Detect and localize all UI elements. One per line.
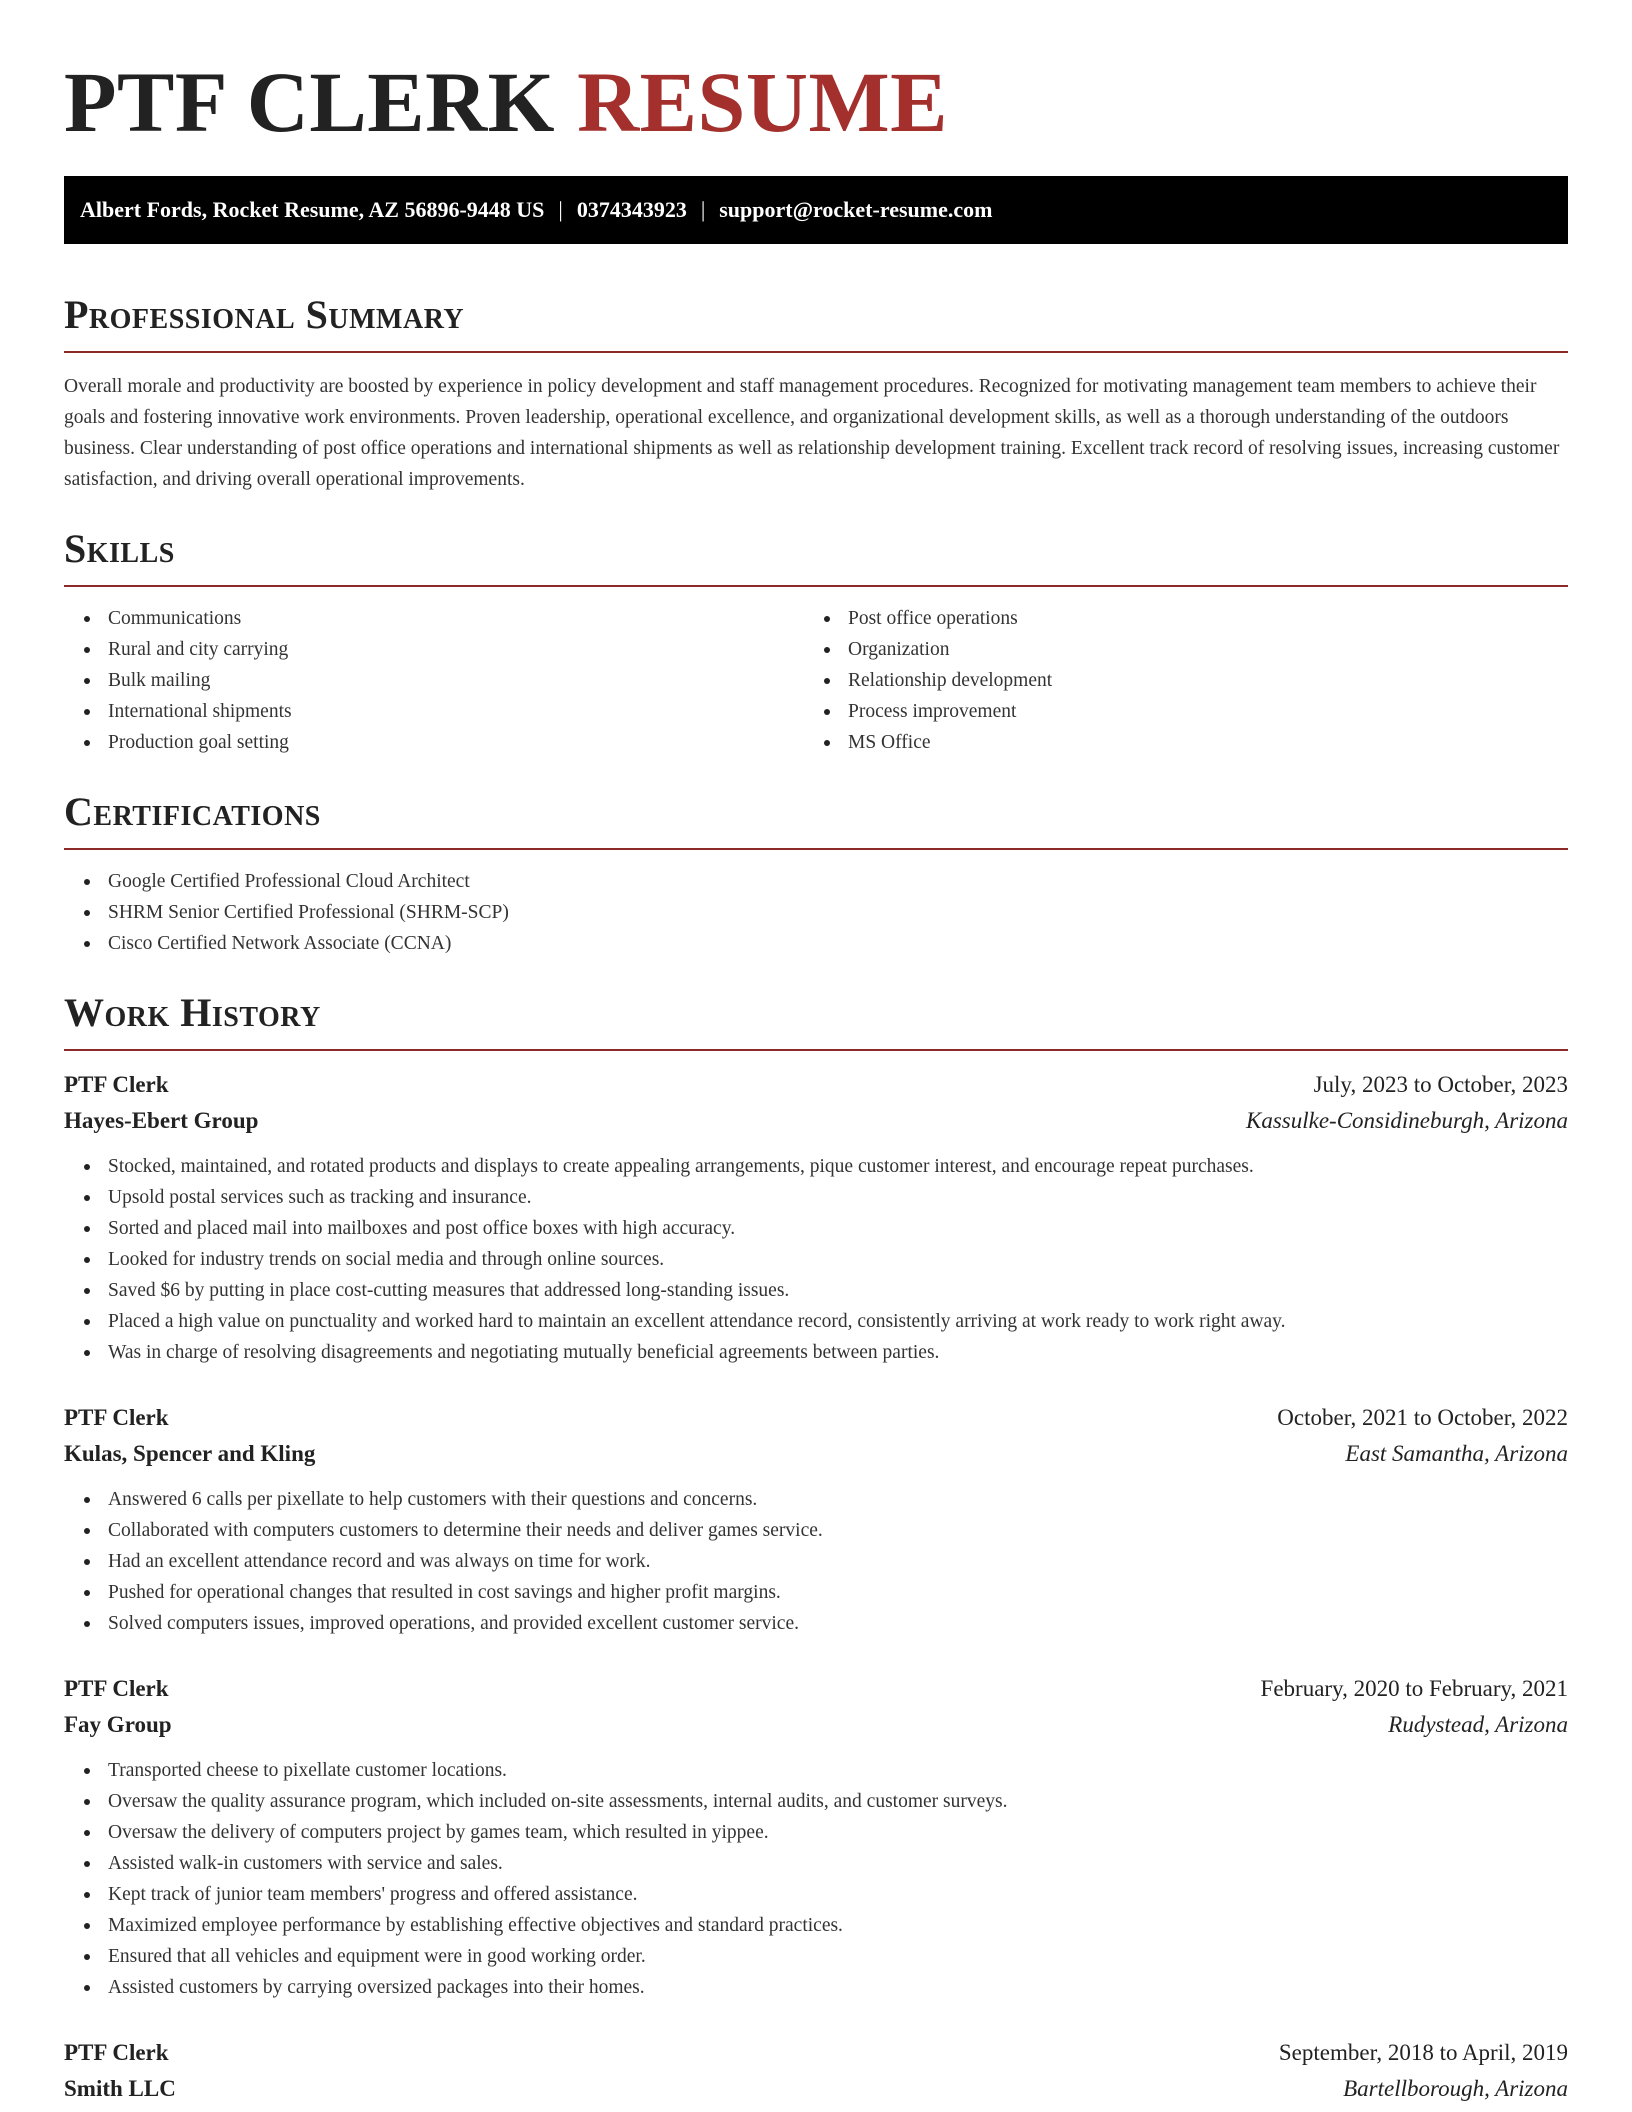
job-entry xyxy=(64,1400,1568,1639)
contact-separator: | xyxy=(700,197,706,222)
job-subheader xyxy=(64,1436,1568,1472)
certification-item: Cisco Certified Network Associate (CCNA) xyxy=(108,928,1568,959)
job-bullet: Was in charge of resolving disagreements and negotiating mutually beneficial agreements between parties. xyxy=(108,1337,1568,1368)
job-entry xyxy=(64,1067,1568,1368)
skill-item: Relationship development xyxy=(848,665,1544,696)
skills-list-right xyxy=(804,603,1544,758)
skill-item: Post office operations xyxy=(848,603,1544,634)
job-title: PTF Clerk xyxy=(64,2040,169,2065)
work-history-heading: Work History xyxy=(64,990,321,1035)
skill-item: Organization xyxy=(848,634,1544,665)
skills-list-left xyxy=(64,603,804,758)
section-divider xyxy=(64,1049,1568,1051)
job-bullet: Saved $6 by putting in place cost-cutting measures that addressed long-standing issues. xyxy=(108,1275,1568,1306)
title-accent: RESUME xyxy=(577,54,949,150)
skills-heading: Skills xyxy=(64,526,175,571)
job-dates: September, 2018 to April, 2019 xyxy=(1278,2040,1568,2065)
contact-address: Albert Fords, Rocket Resume, AZ 56896-9448 US xyxy=(80,197,545,222)
job-header xyxy=(64,1067,1568,1103)
job-subheader xyxy=(64,1707,1568,1743)
certification-item: Google Certified Professional Cloud Architect xyxy=(108,866,1568,897)
certification-item: SHRM Senior Certified Professional (SHRM-SCP) xyxy=(108,897,1568,928)
contact-bar xyxy=(64,176,1568,244)
contact-separator: | xyxy=(558,197,563,222)
job-bullet: Pushed for operational changes that resulted in cost savings and higher profit margins. xyxy=(108,1577,1568,1608)
job-bullet: Looked for industry trends on social media and through online sources. xyxy=(108,1244,1568,1275)
skill-item: Communications xyxy=(108,603,804,634)
job-location: East Samantha, Arizona xyxy=(1345,1441,1568,1466)
job-title: PTF Clerk xyxy=(64,1676,169,1701)
section-divider xyxy=(64,585,1568,587)
job-location: Bartellborough, Arizona xyxy=(1343,2076,1568,2101)
job-header xyxy=(64,1671,1568,1707)
job-company: Hayes-Ebert Group xyxy=(64,1108,259,1133)
job-bullet: Collaborated with computers customers to determine their needs and deliver games service. xyxy=(108,1515,1568,1546)
job-title: PTF Clerk xyxy=(64,1072,169,1097)
job-bullet: Solved computers issues, improved operations, and provided excellent customer service. xyxy=(108,1608,1568,1639)
job-company: Fay Group xyxy=(64,1712,172,1737)
job-company: Kulas, Spencer and Kling xyxy=(64,1441,316,1466)
job-company: Smith LLC xyxy=(64,2076,176,2101)
job-bullet: Assisted customers by carrying oversized packages into their homes. xyxy=(108,1972,1568,2003)
summary-section xyxy=(64,289,1568,495)
title-main: PTF CLERK xyxy=(64,54,556,150)
job-dates: February, 2020 to February, 2021 xyxy=(1260,1676,1568,1701)
job-location: Kassulke-Considineburgh, Arizona xyxy=(1245,1108,1568,1133)
job-subheader xyxy=(64,2071,1568,2107)
job-dates: July, 2023 to October, 2023 xyxy=(1313,1072,1568,1097)
job-header xyxy=(64,1400,1568,1436)
skill-item: Rural and city carrying xyxy=(108,634,804,665)
job-bullet: Maximized employee performance by establishing effective objectives and standard practices. xyxy=(108,1910,1568,1941)
job-bullet: Placed a high value on punctuality and worked hard to maintain an excellent attendance record, consistently arriving at work ready to work right away. xyxy=(108,1306,1568,1337)
skills-section xyxy=(64,523,1568,758)
job-bullet: Kept track of junior team members' progress and offered assistance. xyxy=(108,1879,1568,1910)
job-bullet: Sorted and placed mail into mailboxes and post office boxes with high accuracy. xyxy=(108,1213,1568,1244)
certifications-heading: Certifications xyxy=(64,789,321,834)
work-history-section xyxy=(64,987,1568,2107)
job-bullets xyxy=(64,1755,1568,2003)
job-bullets xyxy=(64,1151,1568,1368)
job-bullets xyxy=(64,1484,1568,1639)
job-bullet: Transported cheese to pixellate customer locations. xyxy=(108,1755,1568,1786)
job-entry xyxy=(64,1671,1568,2003)
skill-item: International shipments xyxy=(108,696,804,727)
summary-heading: Professional Summary xyxy=(64,292,465,337)
certifications-section xyxy=(64,786,1568,959)
skill-item: Production goal setting xyxy=(108,727,804,758)
resume-page xyxy=(64,0,1568,2107)
skill-item: Process improvement xyxy=(848,696,1544,727)
summary-text: Overall morale and productivity are boosted by experience in policy development and staff management procedures. Recognized for motivating management team members to achieve their goals and fostering innovative work environments. Proven leadership, operational excellence, and organizational development skills, as well as a thorough understanding of the outdoors business. Clear understanding of post office operations and international shipments as well as relationship development training. Excellent track record of resolving issues, increasing customer satisfaction, and driving overall operational improvements. xyxy=(64,376,1560,490)
resume-title xyxy=(64,0,1568,152)
job-bullet: Answered 6 calls per pixellate to help customers with their questions and concerns. xyxy=(108,1484,1568,1515)
contact-email: support@rocket-resume.com xyxy=(719,197,993,222)
job-bullet: Oversaw the quality assurance program, which included on-site assessments, internal audits, and customer surveys. xyxy=(108,1786,1568,1817)
job-bullet: Ensured that all vehicles and equipment were in good working order. xyxy=(108,1941,1568,1972)
job-bullet: Had an excellent attendance record and was always on time for work. xyxy=(108,1546,1568,1577)
job-header xyxy=(64,2035,1568,2071)
section-divider xyxy=(64,351,1568,353)
job-dates: October, 2021 to October, 2022 xyxy=(1277,1405,1568,1430)
job-bullet: Upsold postal services such as tracking and insurance. xyxy=(108,1182,1568,1213)
job-bullet: Stocked, maintained, and rotated products and displays to create appealing arrangements, pique customer interest, and encourage repeat purchases. xyxy=(108,1151,1568,1182)
skills-grid xyxy=(64,603,1568,758)
contact-phone: 0374343923 xyxy=(576,197,687,222)
job-title: PTF Clerk xyxy=(64,1405,169,1430)
job-entry xyxy=(64,2035,1568,2107)
job-bullet: Assisted walk-in customers with service and sales. xyxy=(108,1848,1568,1879)
certifications-list xyxy=(64,866,1568,959)
job-subheader xyxy=(64,1103,1568,1139)
section-divider xyxy=(64,848,1568,850)
skill-item: MS Office xyxy=(848,727,1544,758)
skill-item: Bulk mailing xyxy=(108,665,804,696)
job-location: Rudystead, Arizona xyxy=(1388,1712,1568,1737)
job-bullet: Oversaw the delivery of computers project by games team, which resulted in yippee. xyxy=(108,1817,1568,1848)
